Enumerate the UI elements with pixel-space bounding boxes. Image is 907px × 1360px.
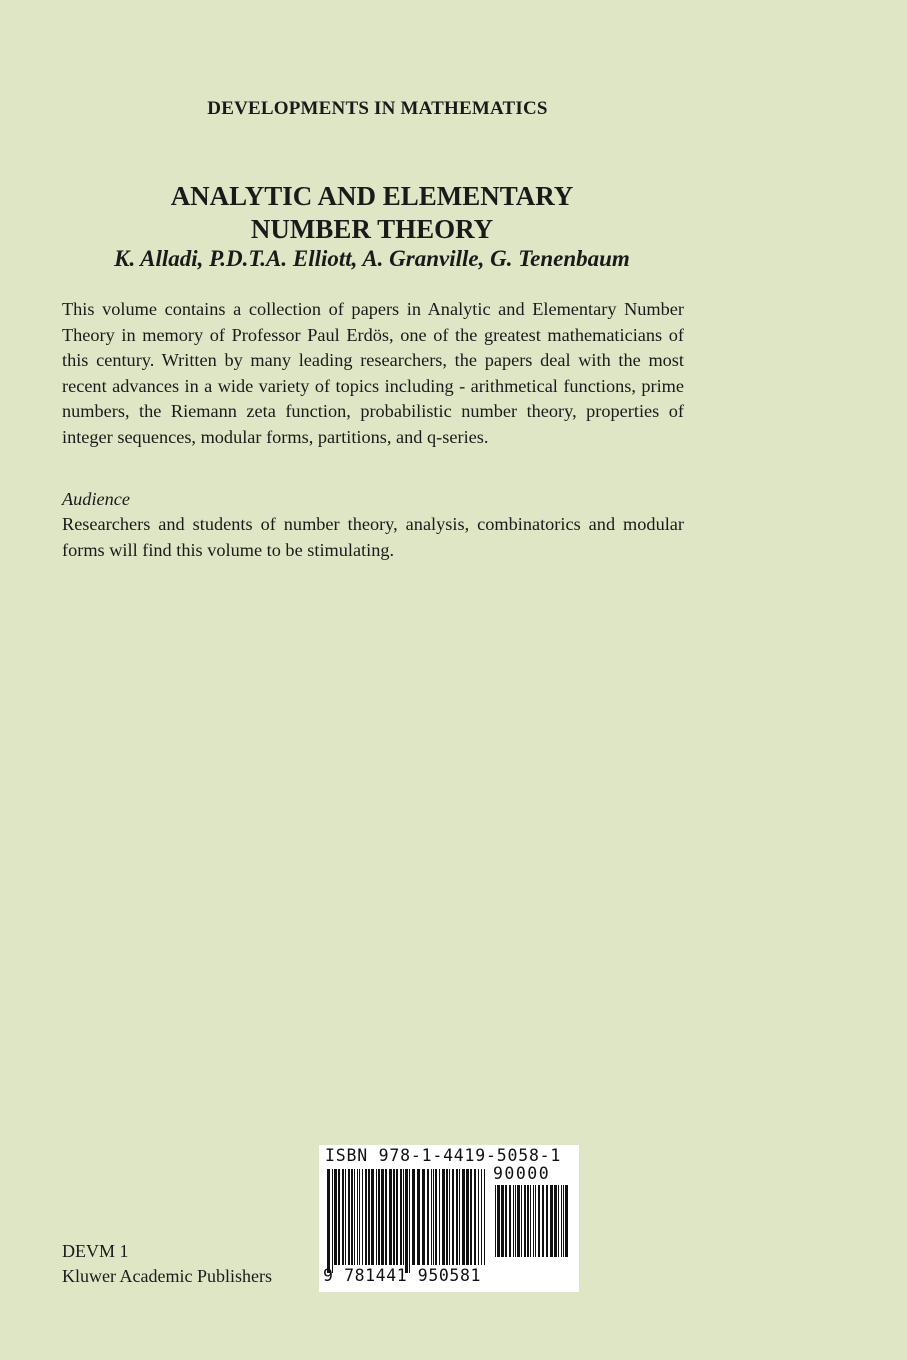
barcode-bar [422,1169,425,1265]
barcode-bar [474,1169,476,1265]
barcode-bar [563,1185,564,1257]
series-code: DEVM 1 [62,1241,129,1261]
barcode-bar [378,1169,380,1265]
barcode-bar [542,1185,544,1257]
book-title [0,180,744,246]
barcode-bar [376,1169,377,1265]
barcode-bar [462,1169,465,1265]
barcode-bar [554,1185,557,1257]
barcode-bar [484,1169,485,1265]
barcode-bar [417,1169,420,1265]
barcode-bar [351,1169,353,1265]
barcode-bar [385,1169,387,1265]
barcode-bar [338,1169,340,1265]
barcode-bar [442,1169,445,1265]
barcode-bar [538,1185,540,1257]
barcode-bar [501,1185,504,1257]
barcode-box [319,1145,579,1292]
barcode-bar [546,1185,548,1257]
addon-digits: 90000 [493,1164,551,1183]
barcode-bar [371,1169,374,1265]
barcode-bar [381,1169,384,1265]
barcode-bar [345,1169,346,1265]
barcode-bar [533,1185,534,1257]
barcode-main-bars [327,1169,489,1273]
barcode-bar [348,1169,350,1265]
barcode-bar [332,1169,333,1273]
publisher: Kluwer Academic Publishers [62,1266,272,1286]
barcode-bar [412,1169,415,1265]
title-line-2: NUMBER THEORY [250,214,494,244]
barcode-bar [439,1169,440,1265]
barcode-bar [561,1185,562,1257]
barcode-bar [535,1185,536,1257]
title-line-1: ANALYTIC AND ELEMENTARY [170,181,574,211]
isbn-label: ISBN 978-1-4419-5058-1 [325,1146,562,1165]
barcode-bar [354,1169,355,1265]
barcode-bar [435,1169,437,1265]
barcode-bar [527,1185,529,1257]
barcode-bar [558,1185,559,1257]
barcode-bar [478,1169,479,1265]
description: This volume contains a collection of papers in Analytic and Elementary Number Theory in memory of Professor Paul Erdös, one of the greatest mathematicians of this century. Written by many leading researchers, the papers deal with the most recent advances in a wide variety of topics including - arithmetical functions, prime numbers, the Riemann zeta function, probabilistic number theory, properties of integer sequences, modular forms, partitions, and q-series. [62,299,684,447]
audience-heading: Audience [62,489,131,509]
barcode-bar [456,1169,458,1265]
barcode-bar [400,1169,402,1265]
authors: K. Alladi, P.D.T.A. Elliott, A. Granville, G. Tenenbaum [114,246,630,271]
barcode-bar [509,1185,511,1257]
barcode-bar [505,1185,507,1257]
barcode-bar [513,1185,514,1257]
barcode-bar [470,1169,472,1265]
barcode-bar [452,1169,454,1265]
barcode-bar [427,1169,429,1265]
barcode-bar [524,1185,526,1257]
barcode-bar [403,1169,404,1265]
barcode-bar [466,1169,469,1265]
barcode-bar [431,1169,432,1265]
barcode-bar [359,1169,360,1265]
barcode-bar [550,1185,553,1257]
barcode-bar [530,1185,531,1257]
barcode-bar [357,1169,358,1265]
barcode-bar [517,1185,520,1257]
series-heading: DEVELOPMENTS IN MATHEMATICS [207,98,548,119]
barcode-bar [365,1169,367,1265]
barcode-bar [389,1169,392,1265]
barcode-bar [565,1185,568,1257]
barcode-bar [396,1169,398,1265]
barcode-bar [368,1169,370,1265]
barcode-bar [497,1185,500,1257]
barcode-bar [342,1169,344,1265]
barcode-bar [495,1185,496,1257]
barcode-bar [481,1169,482,1265]
barcode-bar [393,1169,395,1265]
barcode-bar [433,1169,434,1265]
barcode-bar [409,1169,410,1273]
barcode-bar [362,1169,363,1265]
audience-text: Researchers and students of number theory, analysis, combinatorics and modular forms will find this volume to be stimulating. [62,514,684,560]
barcode-bar [515,1185,516,1257]
barcode-bar [446,1169,448,1265]
barcode-bar [327,1169,330,1273]
barcode-bar [459,1169,460,1265]
barcode-bar [449,1169,450,1265]
barcode-addon-bars [495,1185,571,1265]
barcode-bar [334,1169,337,1265]
barcode-bar [521,1185,522,1257]
barcode-bar [405,1169,408,1273]
ean-digits: 9 781441 950581 [323,1266,482,1285]
